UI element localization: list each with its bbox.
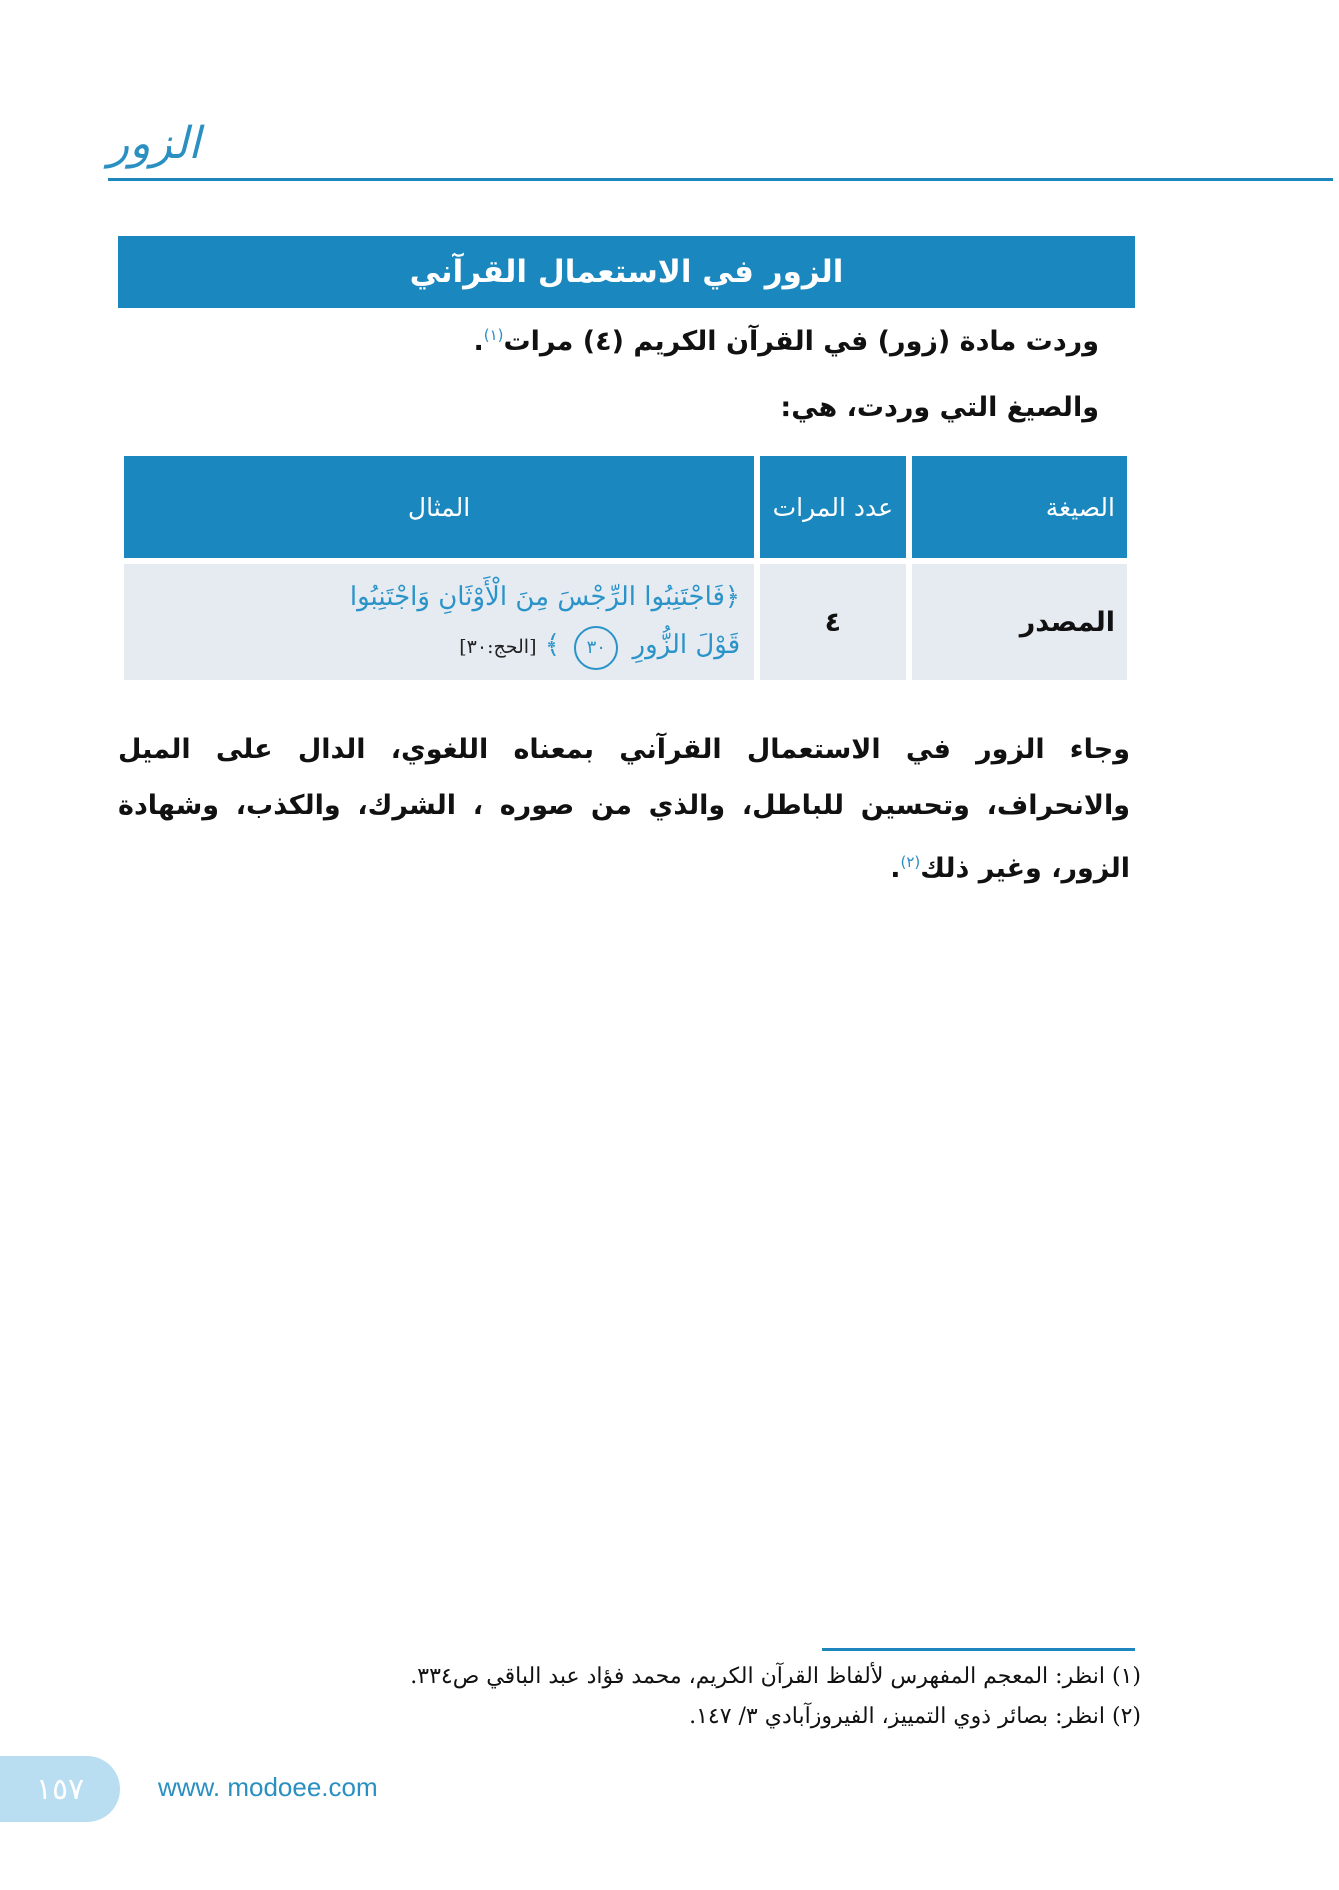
cell-count: ٤ <box>760 564 905 680</box>
header-rule <box>108 178 1333 181</box>
intro-line-1-text: وردت مادة (زور) في القرآن الكريم (٤) مرات <box>503 326 1099 357</box>
body-paragraph-text: وجاء الزور في الاستعمال القرآني بمعناه اللغوي، الدال على الميل والانحراف، وتحسين للباطل، والذي من صوره ، الشرك، والكذب، وشهادة الزور، وغير ذلك <box>118 734 1130 884</box>
verse-close-bracket: ﴾ <box>544 630 560 660</box>
intro-line-2: والصيغ التي وردت، هي: <box>780 392 1099 423</box>
footnote-1 <box>410 1664 1141 1689</box>
verse-number-badge: ٣٠ <box>574 626 618 670</box>
footnote-ref-2[interactable]: (٢) <box>900 853 921 871</box>
footnote-ref-1[interactable]: (١) <box>483 326 504 344</box>
footnote-rule <box>822 1648 1135 1651</box>
header-example: المثال <box>124 456 754 558</box>
table-row <box>124 564 1127 680</box>
footnote-1-number: (١) <box>1111 1664 1141 1689</box>
footnote-2-number: (٢) <box>1111 1704 1141 1729</box>
header-count: عدد المرات <box>760 456 905 558</box>
table-header-row <box>124 456 1127 558</box>
verse-line-1: ﴿فَاجْتَنِبُوا الرِّجْسَ مِنَ الْأَوْثَانِ وَاجْتَنِبُوا <box>349 582 741 612</box>
cell-form: المصدر <box>912 564 1127 680</box>
quran-verse <box>138 573 740 671</box>
site-url-link[interactable]: www. modoee.com <box>158 1772 378 1802</box>
forms-table <box>118 450 1133 686</box>
footnote-1-text: انظر: المعجم المفهرس لألفاظ القرآن الكريم، محمد فؤاد عبد الباقي ص٣٣٤. <box>410 1664 1105 1689</box>
page-number-tab <box>0 1756 120 1822</box>
verse-line-2-row <box>138 621 740 671</box>
intro-line-1-end: . <box>473 326 484 357</box>
section-title: الزور في الاستعمال القرآني <box>118 236 1135 308</box>
header-form: الصيغة <box>912 456 1127 558</box>
verse-line-2-group <box>459 621 740 671</box>
verse-reference: [الحج:٣٠] <box>459 636 537 658</box>
cell-example <box>124 564 754 680</box>
footnote-2-text: انظر: بصائر ذوي التمييز، الفيروزآبادي ٣/ ١٤٧. <box>689 1704 1105 1729</box>
running-header-title: الزور <box>108 118 201 169</box>
page-number: ١٥٧ <box>35 1771 85 1807</box>
intro-line-1 <box>473 326 1099 357</box>
footnote-2 <box>689 1704 1141 1729</box>
body-paragraph <box>118 722 1130 897</box>
verse-line-2: قَوْلَ الزُّورِ <box>632 630 741 660</box>
body-paragraph-end: . <box>890 853 901 884</box>
